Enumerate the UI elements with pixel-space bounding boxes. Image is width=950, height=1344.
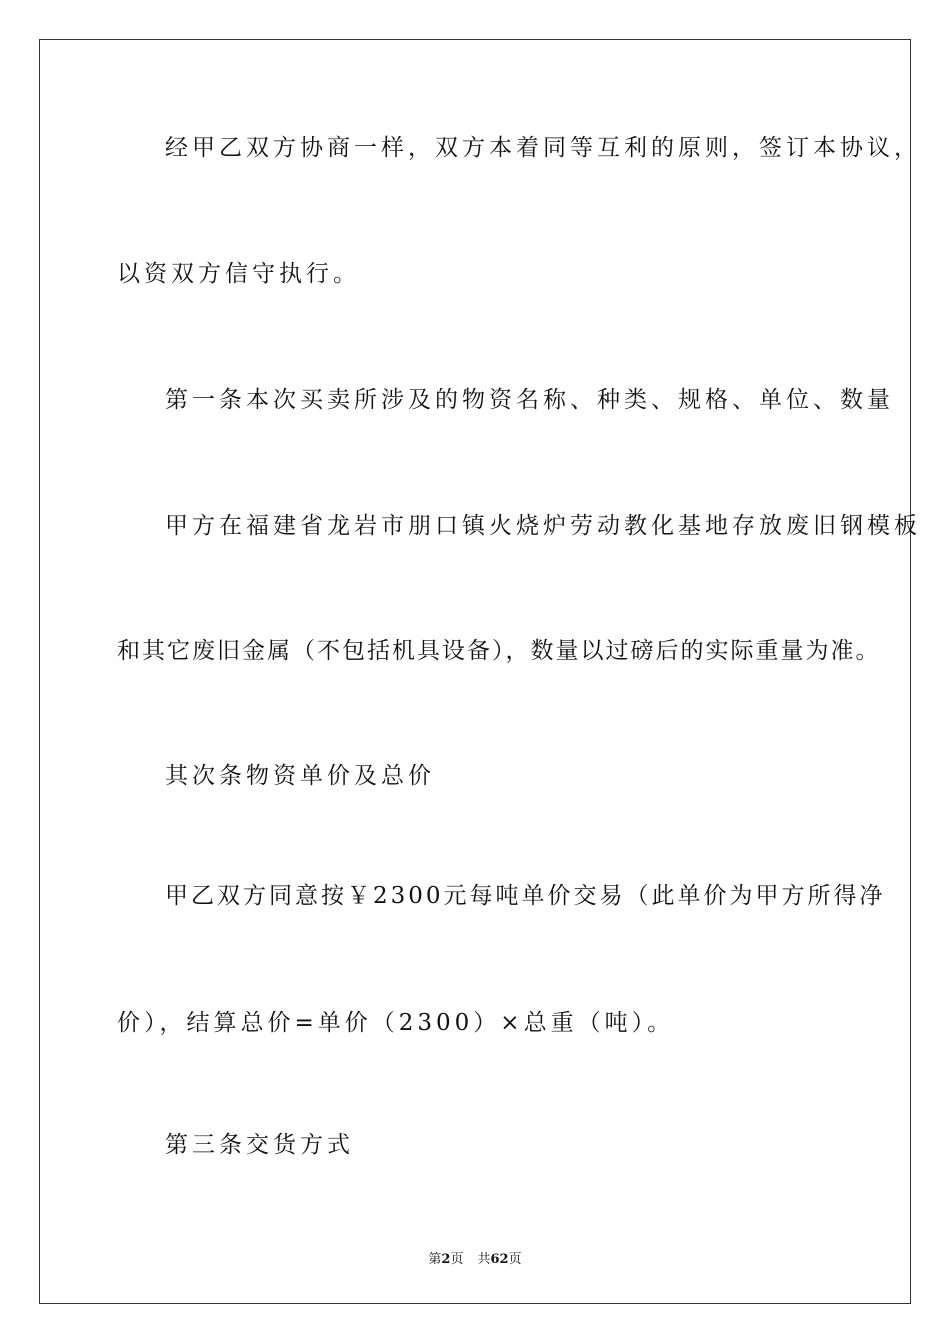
page-number: 2 — [441, 1252, 451, 1267]
paragraph-line: 价），结算总价=单价（2300）×总重（吨）。 — [117, 1010, 675, 1036]
paragraph-line: 经甲乙双方协商一样，双方本着同等互利的原则，签订本协议， — [165, 135, 921, 161]
paragraph-line: 以资双方信守执行。 — [117, 261, 360, 287]
page-border — [39, 39, 911, 1304]
page-prefix: 第 — [428, 1252, 442, 1267]
page-suffix: 页 — [450, 1252, 464, 1267]
paragraph-line: 甲方在福建省龙岩市朋口镇火烧炉劳动教化基地存放废旧钢模板 — [165, 513, 921, 539]
page-footer — [0, 1248, 950, 1267]
paragraph-line: 第一条本次买卖所涉及的物资名称、种类、规格、单位、数量 — [165, 387, 894, 413]
paragraph-line: 和其它废旧金属（不包括机具设备），数量以过磅后的实际重量为准。 — [117, 638, 881, 664]
paragraph-line: 甲乙双方同意按￥2300元每吨单价交易（此单价为甲方所得净 — [165, 883, 886, 909]
paragraph-line: 第三条交货方式 — [165, 1132, 354, 1158]
paragraph-line: 其次条物资单价及总价 — [165, 763, 435, 789]
total-pages: 62 — [490, 1252, 509, 1267]
total-prefix: 共 — [477, 1252, 491, 1267]
total-suffix: 页 — [508, 1252, 522, 1267]
